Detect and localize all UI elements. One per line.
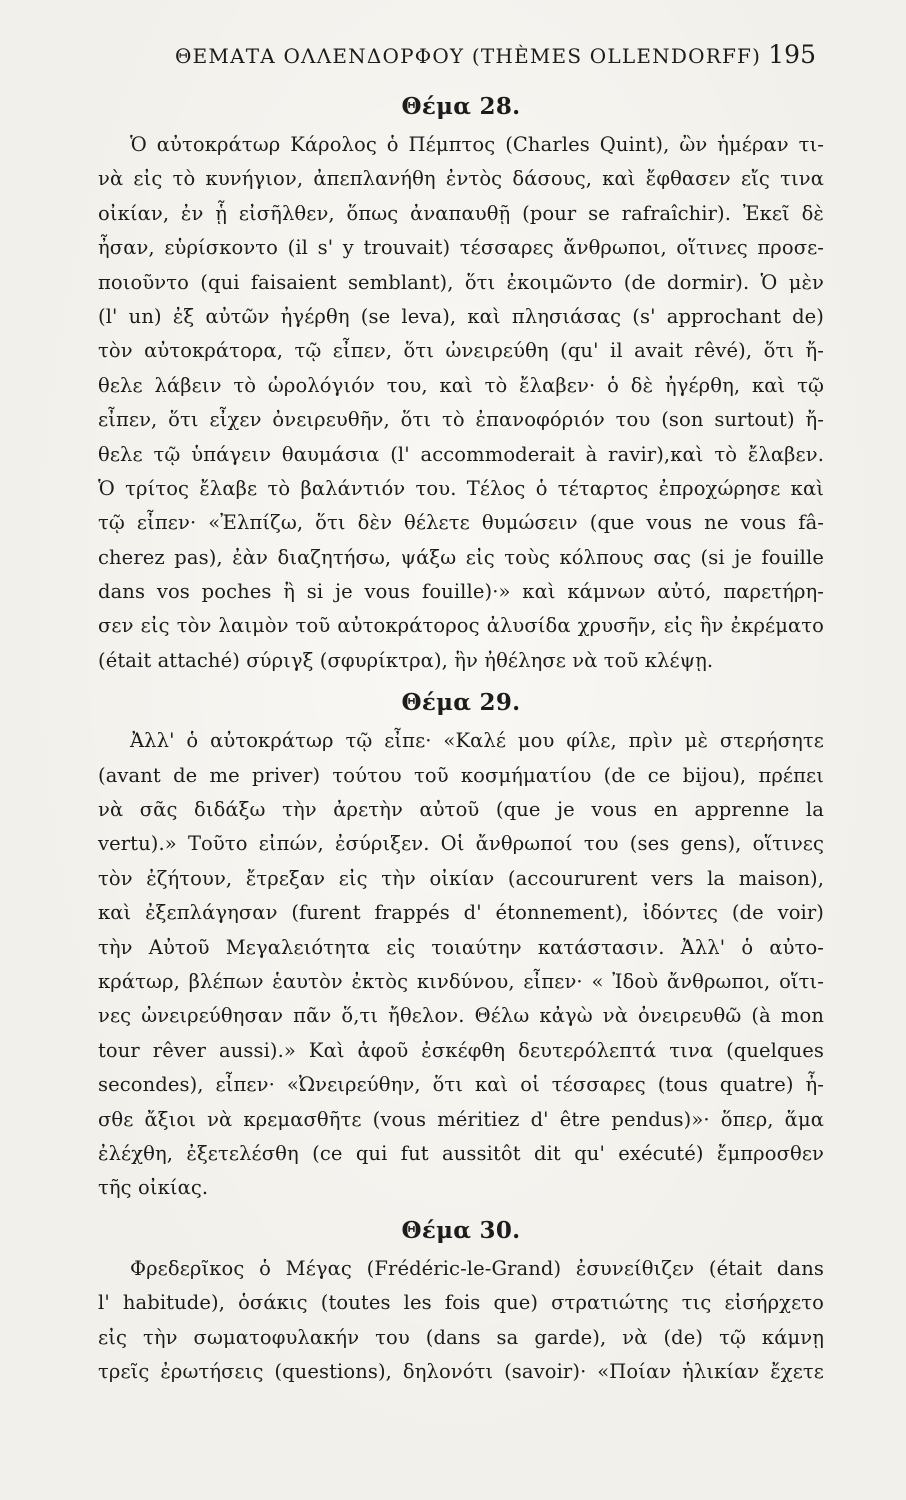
text-line: εἶπεν, ὅτι εἶχεν ὀνειρευθῆν, ὅτι τὸ ἐπανοφόριόν του (son surtout) ἤ- (98, 408, 824, 432)
text-block (98, 86, 824, 1389)
exercise-body (98, 1252, 824, 1390)
text-line: (avant de me priver) τούτου τοῦ κοσμήματίου (de ce bijou), πρέπει (98, 763, 824, 787)
text-line: Ὁ αὐτοκράτωρ Κάρολος ὁ Πέμπτος (Charles Quint), ὢν ἡμέραν τι- (130, 133, 824, 156)
text-line: σθε ἄξιοι νὰ κρεμασθῆτε (vous méritiez d' être pendus)»· ὅπερ, ἅμα (98, 1107, 824, 1131)
text-line: τῷ εἶπεν· «Ἐλπίζω, ὅτι δὲν θέλετε θυμώσειν (que vous ne vous fâ- (98, 511, 824, 535)
text-line: νες ὠνειρεύθησαν πᾶν ὅ,τι ἤθελον. Θέλω κἀγὼ νὰ ὀνειρευθῶ (à mon (98, 1004, 824, 1028)
exercise-30 (98, 1210, 824, 1390)
text-line: tour rêver aussi).» Καὶ ἀφοῦ ἐσκέφθη δευτερόλεπτά τινα (quelques (98, 1038, 824, 1062)
text-line: τὴν Αὐτοῦ Μεγαλειότητα εἰς τοιαύτην κατάστασιν. Ἀλλ' ὁ αὐτο- (98, 935, 824, 959)
running-title: ΘΕΜΑΤΑ ΟΛΛΕΝΔΟΡΦΟΥ (THÈMES OLLENDORFF) (175, 44, 762, 68)
text-line: Φρεδερῖκος ὁ Μέγας (Frédéric-le-Grand) ἐσυνείθιζεν (était dans (130, 1256, 824, 1280)
text-line: Ὁ τρίτος ἔλαβε τὸ βαλάντιόν του. Τέλος ὁ τέταρτος ἐπροχώρησε καὶ (98, 476, 824, 500)
exercise-body (98, 724, 824, 1205)
text-line: καὶ ἐξεπλάγησαν (furent frappés d' étonnement), ἰδόντες (de voir) (98, 901, 824, 925)
text-line: τρεῖς ἐρωτήσεις (questions), δηλονότι (savoir)· «Ποίαν ἡλικίαν ἔχετε (98, 1359, 824, 1383)
exercise-title: Θέμα 30. (401, 1216, 521, 1244)
exercise-29 (98, 682, 824, 1205)
text-line: Ἀλλ' ὁ αὐτοκράτωρ τῷ εἶπε· «Καλέ μου φίλε, πρὶν μὲ στερήσητε (130, 729, 824, 753)
exercise-28 (98, 86, 824, 678)
text-line: secondes), εἶπεν· «Ὠνειρεύθην, ὅτι καὶ οἱ τέσσαρες (tous quatre) ἦ- (98, 1073, 824, 1097)
text-line: (l' un) ἐξ αὐτῶν ἠγέρθη (se leva), καὶ πλησιάσας (s' approchant de) (98, 304, 824, 328)
text-line: τὸν αὐτοκράτορα, τῷ εἶπεν, ὅτι ὠνειρεύθη (qu' il avait rêvé), ὅτι ἤ- (98, 339, 824, 363)
text-line: l' habitude), ὁσάκις (toutes les fois que) στρατιώτης τις εἰσήρχετο (98, 1291, 824, 1315)
text-line: vertu).» Τοῦτο εἰπών, ἐσύριξεν. Οἱ ἄνθρωποί του (ses gens), οἵτινες (98, 832, 824, 856)
text-line: νὰ σᾶς διδάξω τὴν ἀρετὴν αὐτοῦ (que je vous en apprenne la (98, 798, 824, 822)
exercise-body (98, 128, 824, 678)
text-line: ποιοῦντο (qui faisaient semblant), ὅτι ἐκοιμῶντο (de dormir). Ὁ μὲν (98, 270, 824, 294)
text-line: θελε τῷ ὑπάγειν θαυμάσια (l' accommoderait à ravir),καὶ τὸ ἔλαβεν. (98, 442, 824, 466)
text-line: κράτωρ, βλέπων ἑαυτὸν ἐκτὸς κινδύνου, εἶπεν· « Ἰδοὺ ἄνθρωποι, οἵτι- (98, 969, 824, 993)
text-line: νὰ εἰς τὸ κυνήγιον, ἀπεπλανήθη ἐντὸς δάσους, καὶ ἔφθασεν εἴς τινα (98, 167, 824, 191)
running-head (0, 38, 906, 72)
text-line: (était attaché) σύριγξ (σφυρίκτρα), ἣν ἠθέλησε νὰ τοῦ κλέψῃ. (98, 648, 714, 672)
text-line: σεν εἰς τὸν λαιμὸν τοῦ αὐτοκράτορος ἀλυσίδα χρυσῆν, εἰς ἣν ἐκρέματο (98, 614, 824, 638)
text-line: θελε λάβειν τὸ ὡρολόγιόν του, καὶ τὸ ἔλαβεν· ὁ δὲ ἠγέρθη, καὶ τῷ (98, 373, 824, 397)
text-line: οἰκίαν, ἐν ᾗ εἰσῆλθεν, ὅπως ἀναπαυθῇ (pour se rafraîchir). Ἐκεῖ δὲ (98, 201, 824, 225)
exercise-title: Θέμα 29. (401, 689, 521, 717)
text-line: ἦσαν, εὑρίσκοντο (il s' y trouvait) τέσσαρες ἄνθρωποι, οἵτινες προσε- (98, 236, 824, 260)
text-line: cherez pas), ἐὰν διαζητήσω, ψάξω εἰς τοὺς κόλπους σας (si je fouille (98, 545, 824, 569)
exercise-title: Θέμα 28. (401, 93, 521, 120)
text-line: τῆς οἰκίας. (98, 1176, 209, 1200)
text-line: ἐλέχθη, ἐξετελέσθη (ce qui fut aussitôt dit qu' exécuté) ἔμπροσθεν (98, 1141, 824, 1165)
page-number: 195 (768, 40, 816, 69)
text-line: τὸν ἐζήτουν, ἔτρεξαν εἰς τὴν οἰκίαν (accoururent vers la maison), (98, 866, 824, 890)
text-line: εἰς τὴν σωματοφυλακήν του (dans sa garde), νὰ (de) τῷ κάμνῃ (98, 1325, 824, 1349)
text-line: dans vos poches ἢ si je vous fouille)·» καὶ κάμνων αὐτό, παρετήρη- (98, 580, 824, 604)
